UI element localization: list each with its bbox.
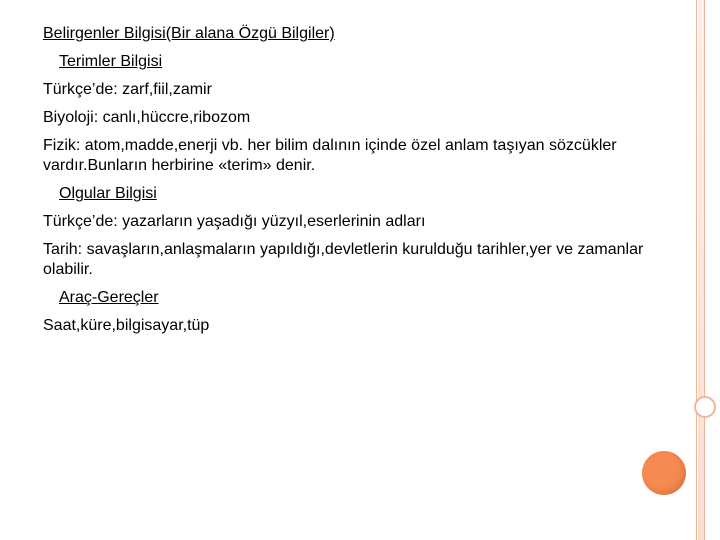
decorative-orange-circle xyxy=(642,451,686,495)
text-line: Fizik: atom,madde,enerji vb. her bilim dalının içinde özel anlam taşıyan sözcükler vardır.Bunların herbirine «terim» denir. xyxy=(43,137,617,174)
section-heading-arac-gerecler: Araç-Gereçler xyxy=(59,289,159,306)
text-line: Biyoloji: canlı,hüccre,ribozom xyxy=(43,109,251,126)
text-line: Tarih: savaşların,anlaşmaların yapıldığı,devletlerin kurulduğu tarihler,yer ve zamanlar olabilir. xyxy=(43,241,644,278)
decorative-ring xyxy=(694,396,716,418)
decorative-rule-left xyxy=(696,0,697,540)
text-line: Saat,küre,bilgisayar,tüp xyxy=(43,317,210,334)
decorative-rule-right xyxy=(704,0,705,540)
section-heading-terimler: Terimler Bilgisi xyxy=(59,53,163,70)
text-line: Türkçe’de: yazarların yaşadığı yüzyıl,eserlerinin adları xyxy=(43,213,426,230)
text-line: Türkçe’de: zarf,fiil,zamir xyxy=(43,81,212,98)
slide-title: Belirgenler Bilgisi(Bir alana Özgü Bilgiler) xyxy=(43,25,335,42)
slide-body xyxy=(43,24,683,344)
section-heading-olgular: Olgular Bilgisi xyxy=(59,185,157,202)
